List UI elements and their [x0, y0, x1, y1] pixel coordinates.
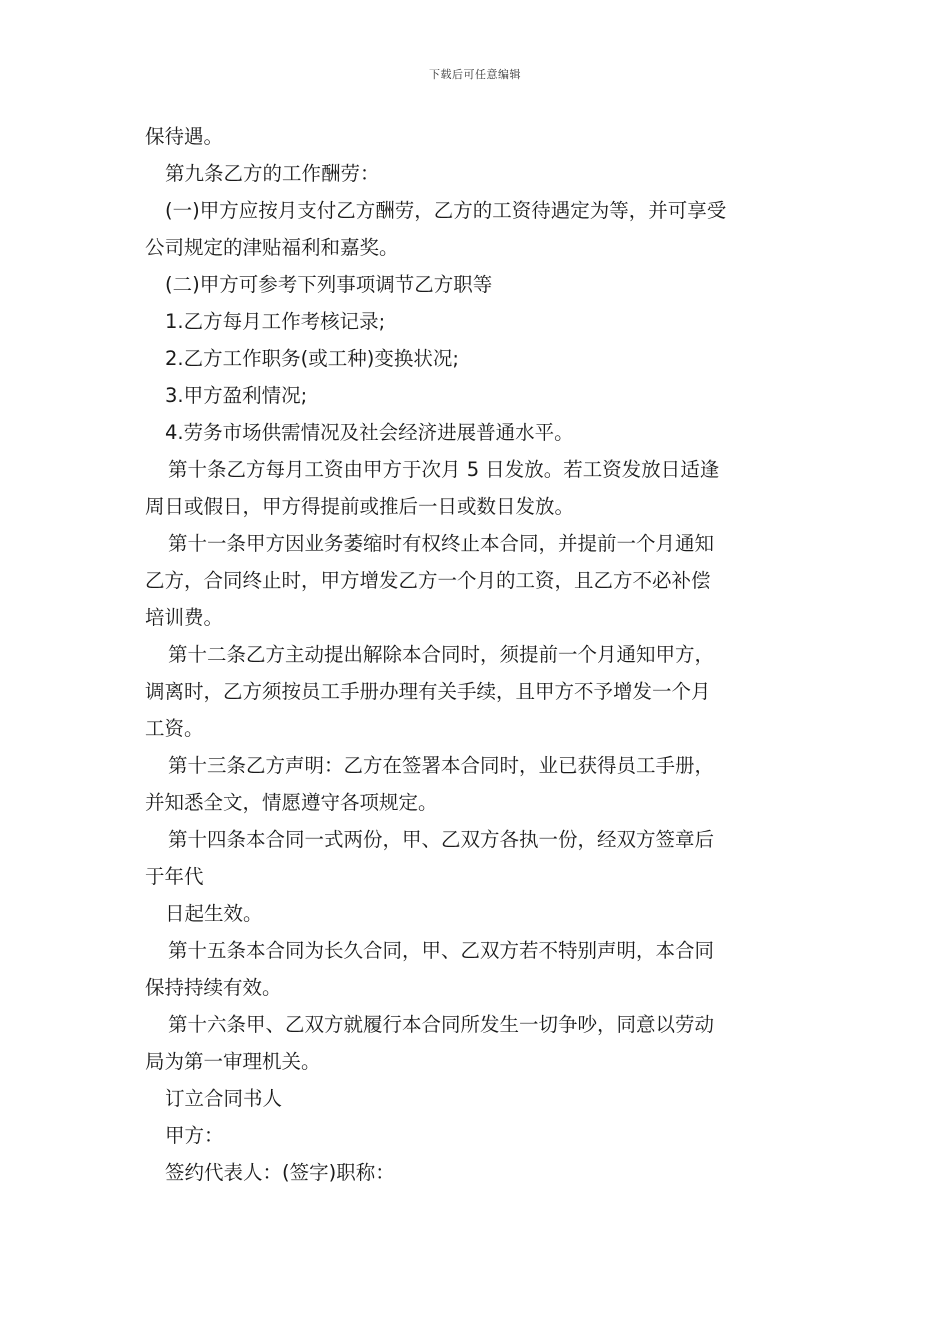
document-line: 第十一条甲方因业务萎缩时有权终止本合同，并提前一个月通知 [168, 532, 715, 555]
document-line: 于年代 [145, 865, 204, 888]
document-line: 并知悉全文，情愿遵守各项规定。 [145, 791, 438, 814]
document-line: 第十三条乙方声明：乙方在签署本合同时，业已获得员工手册， [168, 754, 715, 777]
document-line: 日起生效。 [165, 902, 263, 925]
document-line: 1.乙方每月工作考核记录; [165, 310, 386, 333]
document-line: 3.甲方盈利情况; [165, 384, 308, 407]
document-line: 公司规定的津贴福利和嘉奖。 [145, 236, 399, 259]
document-line: (一)甲方应按月支付乙方酬劳，乙方的工资待遇定为等，并可享受 [165, 199, 727, 222]
document-line: 2.乙方工作职务(或工种)变换状况; [165, 347, 459, 370]
document-line: 第十五条本合同为长久合同，甲、乙双方若不特别声明，本合同 [168, 939, 715, 962]
document-line: 订立合同书人 [165, 1087, 283, 1110]
document-line: 工资。 [145, 717, 204, 740]
document-line: 周日或假日，甲方得提前或推后一日或数日发放。 [145, 495, 575, 518]
document-line: 局为第一审理机关。 [145, 1050, 321, 1073]
document-line: (二)甲方可参考下列事项调节乙方职等 [165, 273, 493, 296]
document-line: 保待遇。 [145, 125, 224, 148]
document-body [145, 118, 810, 1191]
document-line: 第十四条本合同一式两份，甲、乙双方各执一份，经双方签章后 [168, 828, 715, 851]
document-line: 保持持续有效。 [145, 976, 282, 999]
document-line: 乙方，合同终止时，甲方增发乙方一个月的工资，且乙方不必补偿 [145, 569, 711, 592]
document-line: 第十条乙方每月工资由甲方于次月 5 日发放。若工资发放日适逢 [168, 458, 720, 481]
document-line: 第十二条乙方主动提出解除本合同时，须提前一个月通知甲方， [168, 643, 715, 666]
document-line: 甲方： [165, 1124, 224, 1147]
document-line: 签约代表人：(签字)职称： [165, 1161, 395, 1184]
page-header: 下载后可任意编辑 [429, 68, 521, 81]
document-line: 4.劳务市场供需情况及社会经济进展普通水平。 [165, 421, 574, 444]
document-line: 第九条乙方的工作酬劳： [165, 162, 380, 185]
document-line: 第十六条甲、乙双方就履行本合同所发生一切争吵，同意以劳动 [168, 1013, 715, 1036]
document-line: 培训费。 [145, 606, 224, 629]
document-line: 调离时，乙方须按员工手册办理有关手续，且甲方不予增发一个月 [145, 680, 711, 703]
